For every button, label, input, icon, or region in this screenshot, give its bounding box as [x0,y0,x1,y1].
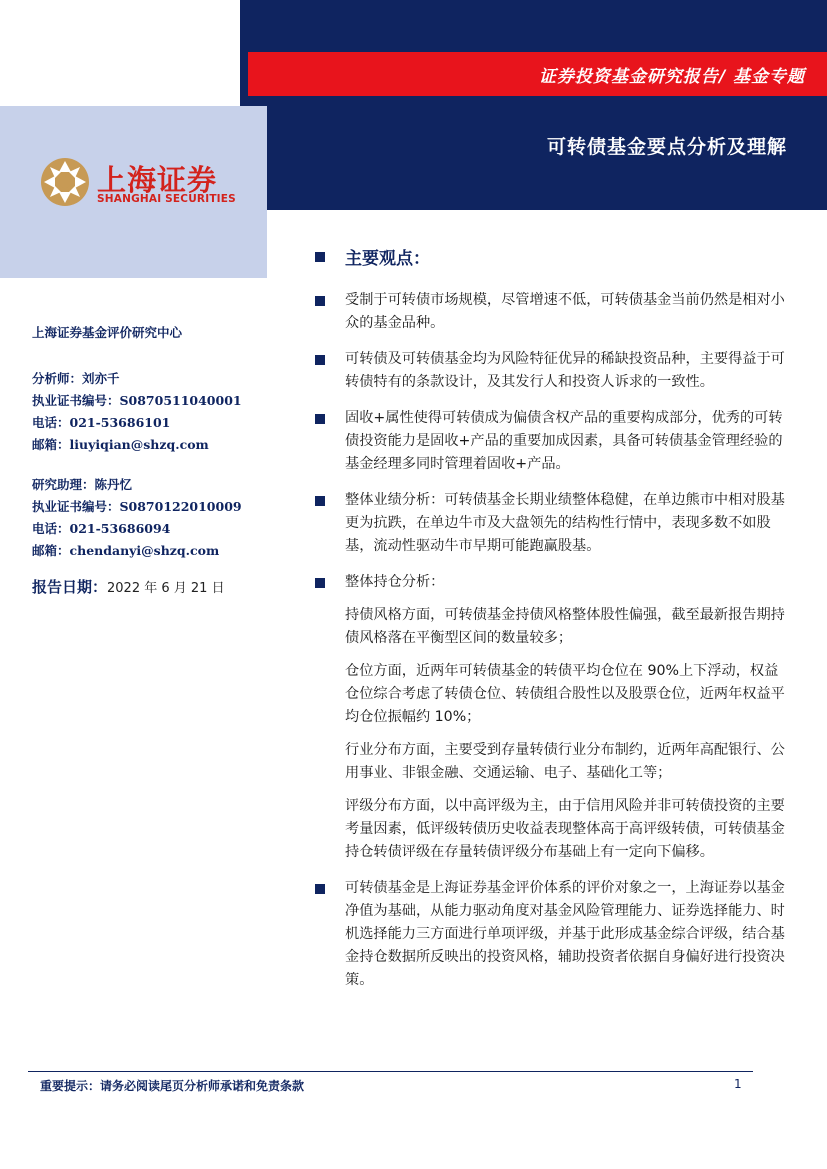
key-point [315,407,785,476]
report-title: 可转债基金要点分析及理解 [546,136,787,158]
footer-divider [28,1071,753,1072]
analyst-sidebar [32,322,247,597]
analyst-license: 执业证书编号：S0870511040001 [32,393,242,408]
square-bullet-icon [315,578,325,588]
report-category: 证券投资基金研究报告/ 基金专题 [538,67,805,87]
footer-notice: 重要提示：请务必阅读尾页分析师承诺和免责条款 [40,1079,305,1093]
key-point-text: 固收+属性使得可转债成为偏债含权产品的重要构成部分，优秀的可转债投资能力是固收+产品的重要加成因素，具备可转债基金管理经验的基金经理多同时管理着固收+产品。 [345,410,783,472]
key-point [315,348,785,394]
key-points-heading [315,244,785,269]
assistant-license: 执业证书编号：S0870122010009 [32,499,242,514]
square-bullet-icon [315,252,325,262]
key-point-text: 受制于可转债市场规模，尽管增速不低，可转债基金当前仍然是相对小众的基金品种。 [345,292,785,331]
assistant-email: 邮箱：chendanyi@shzq.com [32,543,220,558]
key-points-title: 主要观点： [345,249,430,269]
analyst-email: 邮箱：liuyiqian@shzq.com [32,437,209,452]
assistant-phone: 电话：021-53686094 [32,521,171,536]
square-bullet-icon [315,496,325,506]
header-red-band [248,52,827,96]
rating-paragraph: 评级分布方面，以中高评级为主，由于信用风险并非可转债投资的主要考量因素，低评级转债历史收益表现整体高于高评级转债，可转债基金持仓转债评级在存量转债评级分布基础上有一定向下偏移。 [345,798,785,860]
key-point [315,571,785,594]
key-point-text: 可转债基金是上海证券基金评价体系的评价对象之一，上海证券以基金净值为基础，从能力驱动角度对基金风险管理能力、证券选择能力、时机选择能力三方面进行单项评级，并基于此形成基金综合评级，结合基金持仓数据所反映出的投资风格，辅助投资者依据自身偏好进行投资决策。 [345,880,785,988]
square-bullet-icon [315,355,325,365]
shanghai-securities-emblem-icon [40,157,90,207]
position-paragraph: 仓位方面，近两年可转债基金的转债平均仓位在 90%上下浮动，权益仓位综合考虑了转债仓位、转债组合股性以及股票仓位，近两年权益平均仓位振幅约 10%； [345,663,785,725]
key-point-text: 整体业绩分析：可转债基金长期业绩整体稳健，在单边熊市中相对股基更为抗跌，在单边牛市及大盘领先的结构性行情中，表现多数不如股基，流动性驱动牛市早期可能跑赢股基。 [345,492,785,554]
report-date [32,576,247,597]
research-center: 上海证券基金评价研究中心 [32,325,183,340]
key-point [315,489,785,558]
key-point-text: 可转债及可转债基金均为风险特征优异的稀缺投资品种，主要得益于可转债特有的条款设计，及其发行人和投资人诉求的一致性。 [345,351,785,390]
holding-style-paragraph: 持债风格方面，可转债基金持债风格整体股性偏强，截至最新报告期持债风格落在平衡型区间的数量较多； [345,607,785,646]
page-number: 1 [734,1077,742,1091]
key-point [315,289,785,335]
key-point [315,877,785,992]
square-bullet-icon [315,884,325,894]
square-bullet-icon [315,296,325,306]
analyst-phone: 电话：021-53686101 [32,415,171,430]
key-points-section [315,244,785,1005]
report-date-value: 2022 年 6 月 21 日 [107,581,225,596]
analyst-name: 分析师：刘亦千 [32,371,120,386]
square-bullet-icon [315,414,325,424]
industry-paragraph: 行业分布方面，主要受到存量转债行业分布制约，近两年高配银行、公用事业、非银金融、交通运输、电子、基础化工等； [345,742,785,781]
assistant-name: 研究助理：陈丹忆 [32,477,133,492]
header-navy-block [240,0,827,210]
logo-name-en: SHANGHAI SECURITIES [97,193,236,205]
logo-name-cn: 上海证券 [97,163,218,197]
key-point-text: 整体持仓分析： [345,574,445,590]
report-date-label: 报告日期： [32,578,108,596]
